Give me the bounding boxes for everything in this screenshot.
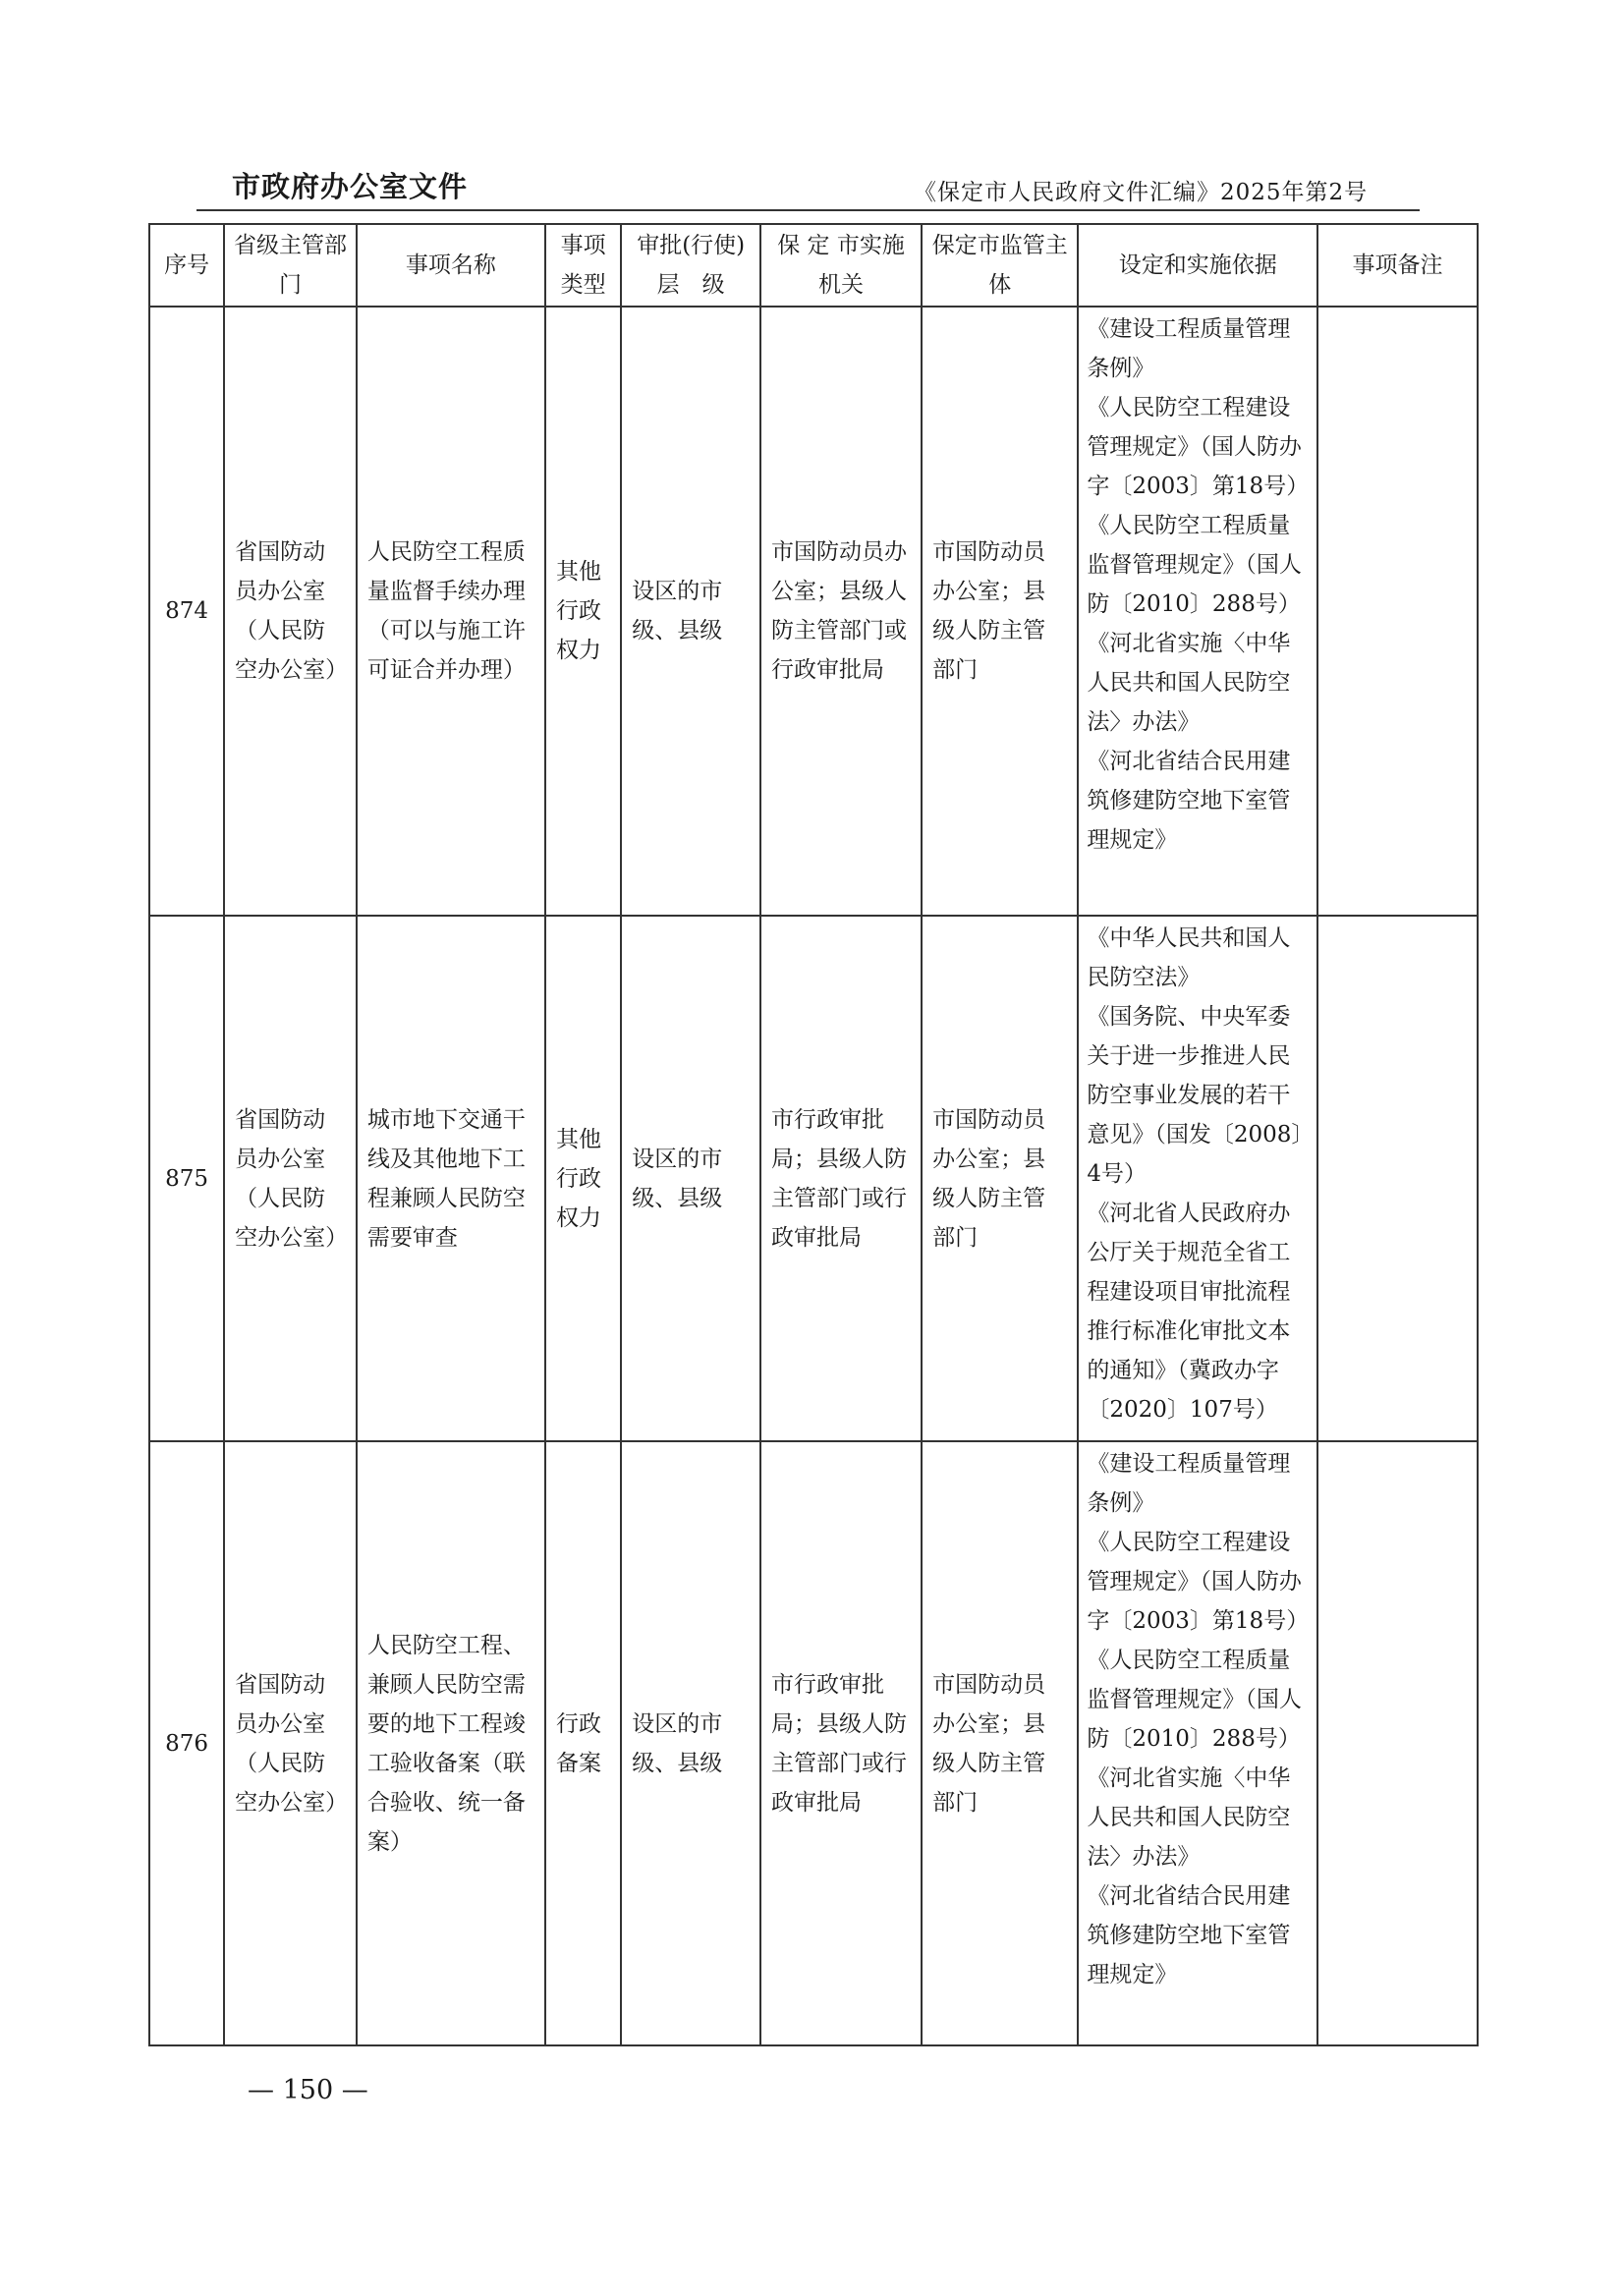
table-row — [149, 1441, 1478, 2045]
column-header-note: 事项备注 — [1317, 224, 1478, 307]
supervising-body: 市国防动员办公室；县级人防主管部门 — [922, 307, 1078, 916]
legal-basis-item: 《建设工程质量管理条例》 — [1087, 1451, 1291, 1516]
table-row — [149, 916, 1478, 1441]
implementing-agency: 市行政审批局；县级人防主管部门或行政审批局 — [760, 916, 922, 1441]
legal-basis — [1078, 307, 1317, 916]
approval-level: 设区的市级、县级 — [621, 307, 760, 916]
legal-basis-item: 《人民防空工程质量监督管理规定》（国人防〔2010〕288号） — [1087, 1648, 1302, 1752]
legal-basis — [1078, 1441, 1317, 2045]
table-header-row — [149, 224, 1478, 307]
implementing-agency: 市行政审批局；县级人防主管部门或行政审批局 — [760, 1441, 922, 2045]
legal-basis-item: 《河北省结合民用建筑修建防空地下室管理规定》 — [1087, 749, 1291, 853]
legal-basis-item: 《中华人民共和国人民防空法》 — [1087, 925, 1291, 990]
legal-basis-item: 《人民防空工程建设管理规定》（国人防办字〔2003〕第18号） — [1087, 1530, 1310, 1634]
provincial-department: 省国防动员办公室（人民防空办公室） — [224, 916, 357, 1441]
column-header-supervisor: 保定市监管主体 — [922, 224, 1078, 307]
matter-note — [1317, 307, 1478, 916]
legal-basis-item: 《人民防空工程质量监督管理规定》（国人防〔2010〕288号） — [1087, 513, 1302, 617]
legal-basis-item: 《河北省实施〈中华人民共和国人民防空法〉办法》 — [1087, 1765, 1291, 1870]
column-header-no: 序号 — [149, 224, 224, 307]
document-series-title: 市政府办公室文件 — [232, 170, 469, 203]
row-number: 876 — [149, 1441, 224, 2045]
implementing-agency: 市国防动员办公室；县级人防主管部门或行政审批局 — [760, 307, 922, 916]
legal-basis-item: 《河北省人民政府办公厅关于规范全省工程建设项目审批流程推行标准化审批文本的通知》（冀政办字〔2020〕107号） — [1087, 1201, 1291, 1423]
matter-name: 城市地下交通干线及其他地下工程兼顾人民防空需要审查 — [357, 916, 545, 1441]
approval-level: 设区的市级、县级 — [621, 1441, 760, 2045]
legal-basis — [1078, 916, 1317, 1441]
compilation-title: 《保定市人民政府文件汇编》2025年第2号 — [914, 180, 1369, 205]
column-header-name: 事项名称 — [357, 224, 545, 307]
row-number: 874 — [149, 307, 224, 916]
legal-basis-item: 《国务院、中央军委关于进一步推进人民防空事业发展的若干意见》（国发〔2008〕4号） — [1087, 1004, 1303, 1187]
column-header-type: 事项类型 — [545, 224, 621, 307]
matter-type: 其他行政权力 — [545, 916, 621, 1441]
legal-basis-item: 《建设工程质量管理条例》 — [1087, 316, 1291, 381]
column-header-dept: 省级主管部 门 — [224, 224, 357, 307]
provincial-department: 省国防动员办公室（人民防空办公室） — [224, 1441, 357, 2045]
column-header-basis: 设定和实施依据 — [1078, 224, 1317, 307]
header-divider — [196, 209, 1420, 211]
provincial-department: 省国防动员办公室（人民防空办公室） — [224, 307, 357, 916]
matter-name: 人民防空工程、兼顾人民防空需要的地下工程竣工验收备案（联合验收、统一备案） — [357, 1441, 545, 2045]
matter-type: 其他行政权力 — [545, 307, 621, 916]
approval-level: 设区的市级、县级 — [621, 916, 760, 1441]
page-number: — 150 — — [248, 2075, 368, 2105]
legal-basis-item: 《河北省结合民用建筑修建防空地下室管理规定》 — [1087, 1883, 1291, 1987]
supervising-body: 市国防动员办公室；县级人防主管部门 — [922, 1441, 1078, 2045]
matter-note — [1317, 1441, 1478, 2045]
column-header-level: 审批(行使)层 级 — [621, 224, 760, 307]
matter-type: 行政备案 — [545, 1441, 621, 2045]
administrative-matters-table — [148, 223, 1479, 2046]
column-header-agency: 保 定 市实施机关 — [760, 224, 922, 307]
row-number: 875 — [149, 916, 224, 1441]
matter-name: 人民防空工程质量监督手续办理（可以与施工许可证合并办理） — [357, 307, 545, 916]
legal-basis-item: 《河北省实施〈中华人民共和国人民防空法〉办法》 — [1087, 631, 1291, 735]
legal-basis-item: 《人民防空工程建设管理规定》（国人防办字〔2003〕第18号） — [1087, 395, 1310, 499]
table-row — [149, 307, 1478, 916]
supervising-body: 市国防动员办公室；县级人防主管部门 — [922, 916, 1078, 1441]
matter-note — [1317, 916, 1478, 1441]
